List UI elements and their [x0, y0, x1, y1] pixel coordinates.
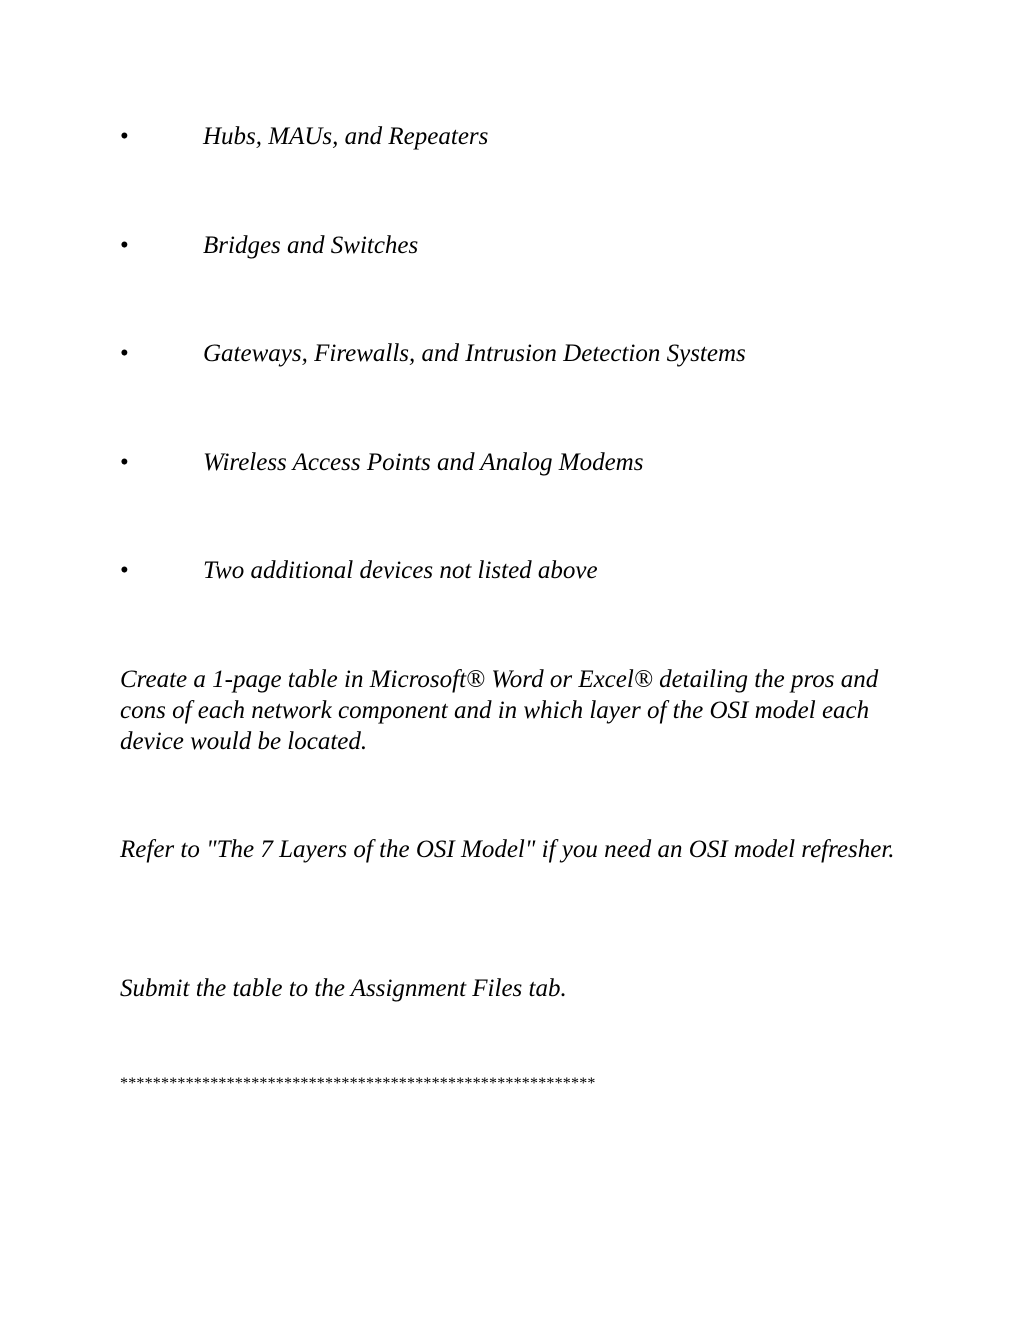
bullet-item-text: Two additional devices not listed above — [203, 557, 598, 584]
bullet-icon: • — [120, 340, 129, 367]
bullet-icon: • — [120, 449, 129, 476]
bullet-icon: • — [120, 232, 129, 259]
bullet-icon: • — [120, 123, 129, 150]
paragraph-refer-osi: Refer to "The 7 Layers of the OSI Model" if you need an OSI model refresher. — [120, 836, 895, 863]
bullet-icon: • — [120, 557, 129, 584]
bullet-item-text: Bridges and Switches — [203, 232, 419, 259]
paragraph-submit: Submit the table to the Assignment Files tab. — [120, 975, 567, 1002]
bullet-item-text: Wireless Access Points and Analog Modems — [203, 449, 644, 476]
bullet-item-text: Gateways, Firewalls, and Intrusion Detection Systems — [203, 340, 746, 367]
bullet-item-text: Hubs, MAUs, and Repeaters — [203, 123, 489, 150]
separator-asterisks: ********************************************************** — [120, 1075, 596, 1092]
paragraph-create-table: Create a 1-page table in Microsoft® Word or Excel® detailing the pros and cons of each network component and in which layer of the OSI model each device would be located. — [120, 666, 879, 755]
